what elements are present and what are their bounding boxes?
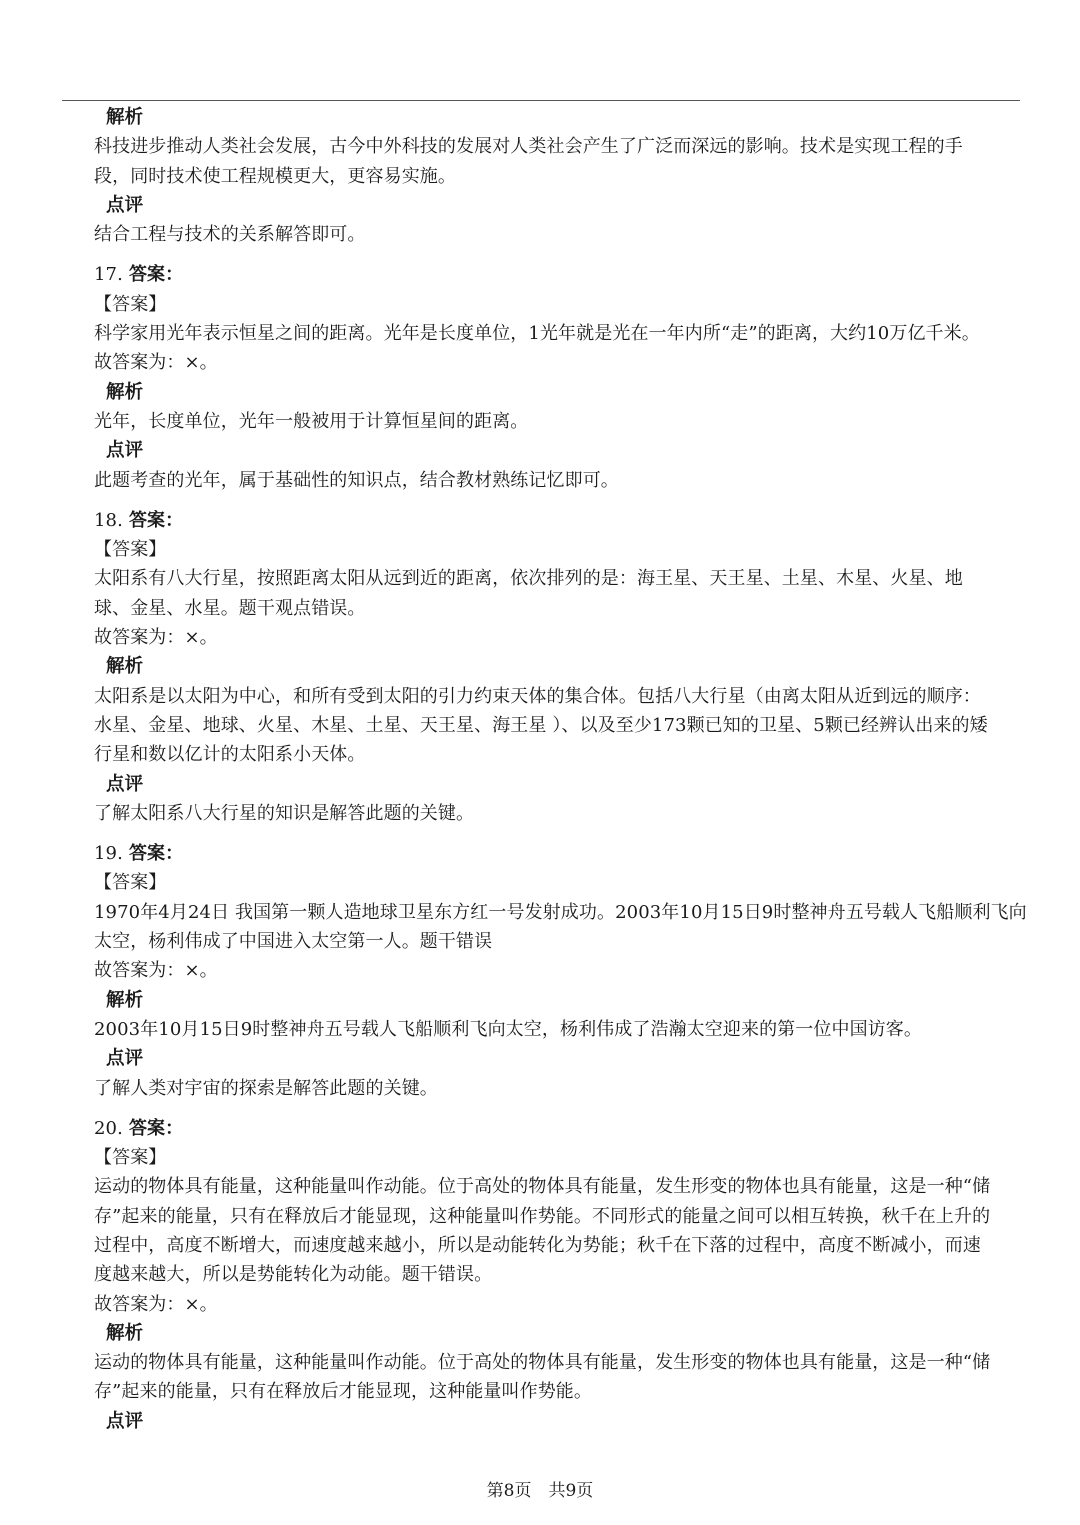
answer-line: 过程中，高度不断增大，而速度越来越小，所以是动能转化为势能；秋千在下落的过程中，高度不断减小，而速 <box>94 1234 981 1256</box>
answer-line: 科学家用光年表示恒星之间的距离。光年是长度单位，1光年就是光在一年内所“走”的距离，大约10万亿千米。 <box>94 323 980 345</box>
answer-label: 【答案】 <box>94 293 167 315</box>
page-content <box>94 103 1044 1436</box>
jiexi-line: 存”起来的能量，只有在释放后才能显现，这种能量叫作势能。 <box>94 1381 592 1403</box>
dianping-heading: 点评 <box>106 1048 144 1070</box>
dianping-line: 此题考查的光年，属于基础性的知识点，结合教材熟练记忆即可。 <box>94 469 619 491</box>
question-heading <box>94 839 1044 868</box>
question-17 <box>94 260 1044 494</box>
question-heading <box>94 506 1044 535</box>
dianping-heading: 点评 <box>106 194 144 216</box>
answer-heading: 答案： <box>128 509 184 531</box>
jiexi-line: 运动的物体具有能量，这种能量叫作动能。位于高处的物体具有能量，发生形变的物体也具有能量，这是一种“储 <box>94 1352 991 1374</box>
answer-label: 【答案】 <box>94 1147 167 1169</box>
question-20 <box>94 1114 1044 1436</box>
question-number: 18. <box>94 509 123 531</box>
jiexi-line: 水星、金星、地球、火星、木星、土星、天王星、海王星 ）、以及至少173颗已知的卫星、5颗已经辨认出来的矮 <box>94 714 988 736</box>
jiexi-line: 2003年10月15日9时整神舟五号载人飞船顺利飞向太空，杨利伟成了浩瀚太空迎来的第一位中国访客。 <box>94 1018 922 1040</box>
answer-line: 1970年4月24日 我国第一颗人造地球卫星东方红一号发射成功。2003年10月15日9时整神舟五号载人飞船顺利飞向 <box>94 901 1027 923</box>
answer-line: 运动的物体具有能量，这种能量叫作动能。位于高处的物体具有能量，发生形变的物体也具有能量，这是一种“储 <box>94 1176 991 1198</box>
dianping-heading: 点评 <box>106 773 144 795</box>
answer-label: 【答案】 <box>94 872 167 894</box>
question-number: 20. <box>94 1117 123 1139</box>
answer-line: 故答案为：×。 <box>94 627 218 649</box>
header-rule <box>62 100 1020 101</box>
jiexi-heading: 解析 <box>106 989 144 1011</box>
question-number: 17. <box>94 264 123 286</box>
answer-label: 【答案】 <box>94 539 167 561</box>
dianping-line: 了解人类对宇宙的探索是解答此题的关键。 <box>94 1077 438 1099</box>
jiexi-line: 段，同时技术使工程规模更大，更容易实施。 <box>94 165 456 187</box>
answer-line: 度越来越大，所以是势能转化为动能。题干错误。 <box>94 1264 493 1286</box>
jiexi-line: 科技进步推动人类社会发展，古今中外科技的发展对人类社会产生了广泛而深远的影响。技术是实现工程的手 <box>94 136 963 158</box>
jiexi-line: 太阳系是以太阳为中心，和所有受到太阳的引力约束天体的集合体。包括八大行星（由离太阳从近到远的顺序： <box>94 685 981 707</box>
answer-line: 存”起来的能量，只有在释放后才能显现，这种能量叫作势能。不同形式的能量之间可以相互转换，秋千在上升的 <box>94 1205 991 1227</box>
jiexi-heading: 解析 <box>106 656 144 678</box>
question-18 <box>94 506 1044 828</box>
jiexi-heading: 解析 <box>106 381 144 403</box>
question-19 <box>94 839 1044 1103</box>
jiexi-line: 行星和数以亿计的太阳系小天体。 <box>94 744 366 766</box>
dianping-line: 了解太阳系八大行星的知识是解答此题的关键。 <box>94 802 475 824</box>
answer-line: 太空，杨利伟成了中国进入太空第一人。题干错误 <box>94 931 493 953</box>
question-heading <box>94 260 1044 289</box>
prev-question-tail <box>94 103 1044 249</box>
jiexi-line: 光年，长度单位，光年一般被用于计算恒星间的距离。 <box>94 410 529 432</box>
answer-heading: 答案： <box>128 843 184 865</box>
question-number: 19. <box>94 843 123 865</box>
jiexi-heading: 解析 <box>106 107 144 128</box>
dianping-heading: 点评 <box>106 1410 144 1432</box>
answer-line: 故答案为：×。 <box>94 352 218 374</box>
jiexi-heading: 解析 <box>106 1322 144 1344</box>
page-footer: 第8页 共9页 <box>486 1481 594 1501</box>
answer-line: 故答案为：×。 <box>94 960 218 982</box>
answer-line: 球、金星、水星。题干观点错误。 <box>94 597 366 619</box>
answer-heading: 答案： <box>128 264 184 286</box>
question-heading <box>94 1114 1044 1143</box>
answer-heading: 答案： <box>128 1117 184 1139</box>
dianping-heading: 点评 <box>106 440 144 462</box>
dianping-line: 结合工程与技术的关系解答即可。 <box>94 224 366 246</box>
answer-line: 太阳系有八大行星，按照距离太阳从远到近的距离，依次排列的是：海王星、天王星、土星、木星、火星、地 <box>94 568 963 590</box>
answer-line: 故答案为：×。 <box>94 1293 218 1315</box>
